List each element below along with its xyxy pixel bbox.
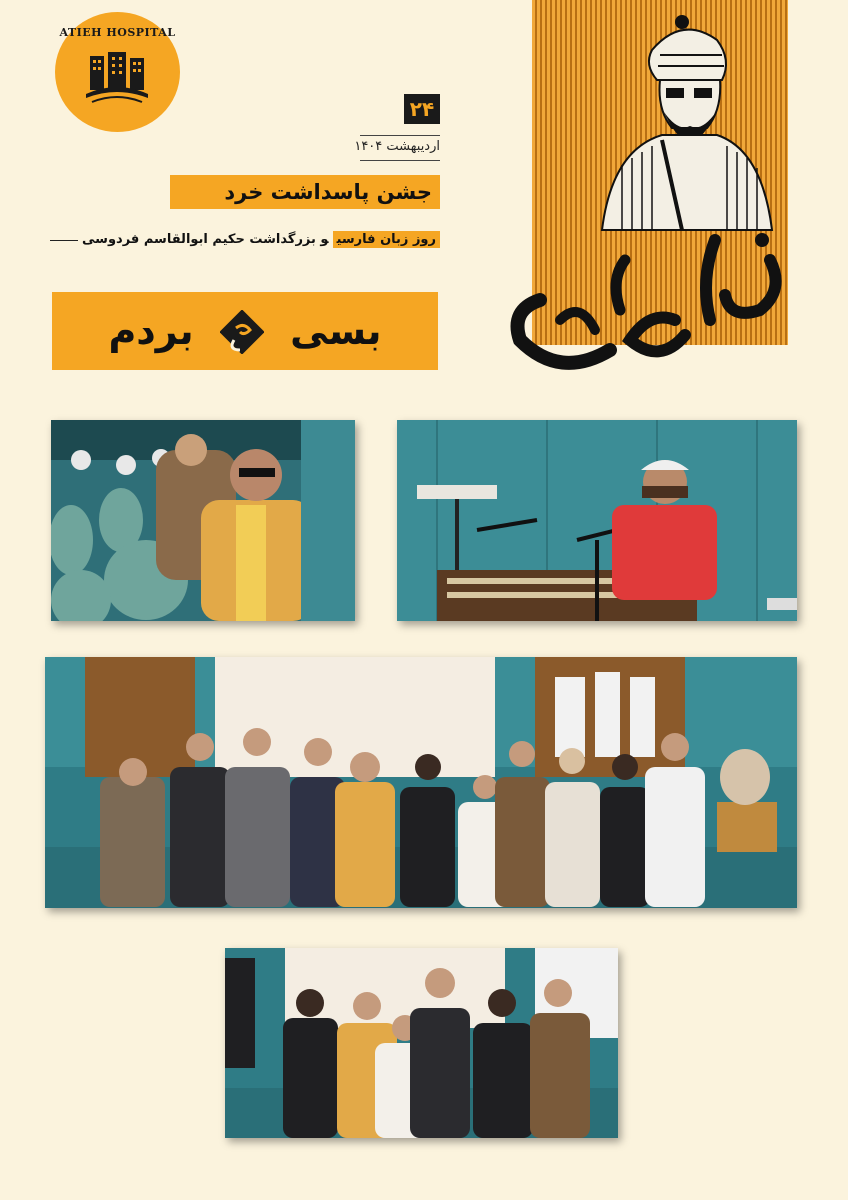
slogan-right: بسی <box>290 309 382 353</box>
issue-date: اردیبهشت ۱۴۰۴ <box>354 139 440 154</box>
hospital-building-icon <box>82 50 152 105</box>
hospital-logo <box>55 12 180 132</box>
slogan-left: بردم <box>108 309 194 353</box>
subtitle <box>50 228 440 252</box>
group-photo <box>45 657 797 908</box>
page-title: جشن پاسداشت خرد <box>224 180 432 204</box>
issue-number: ۲۴ <box>404 94 440 124</box>
musician-photo <box>397 420 797 621</box>
subtitle-highlight: روز زبان فارسی <box>333 231 440 248</box>
small-group-photo <box>225 948 618 1138</box>
ferdowsi-calligraphy <box>500 200 800 375</box>
logo-text: ATIEH HOSPITAL <box>59 26 176 39</box>
slogan-banner <box>52 292 438 370</box>
ranj-emblem-icon <box>220 310 264 354</box>
divider <box>360 135 440 136</box>
subtitle-rest: و بزرگداشت حکیم ابوالقاسم فردوسی <box>78 231 333 248</box>
divider <box>360 160 440 161</box>
audience-photo <box>51 420 355 621</box>
